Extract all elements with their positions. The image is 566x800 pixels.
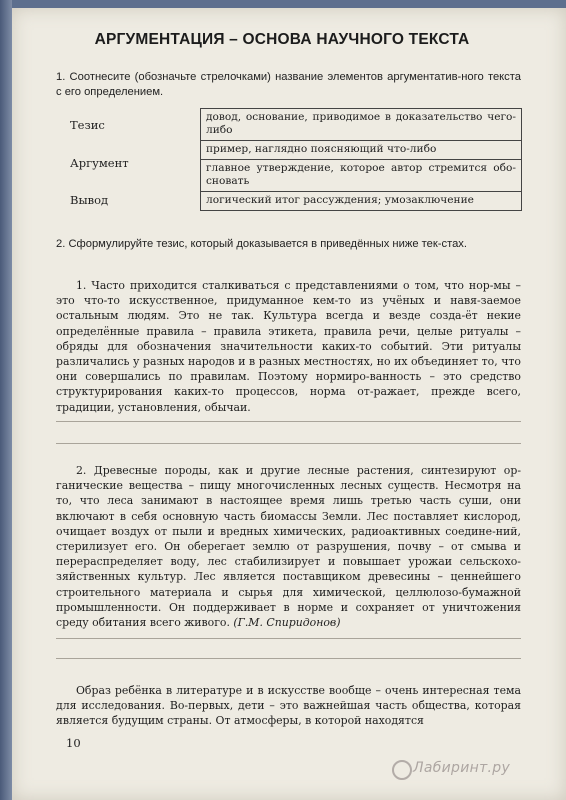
- term-conclusion: Вывод: [70, 193, 109, 207]
- page-number: 10: [66, 736, 81, 750]
- book-spine-edge: [0, 0, 12, 800]
- term-thesis: Тезис: [70, 118, 105, 132]
- definition-cell: пример, наглядно поясняющий что-либо: [201, 141, 521, 160]
- text-2-body: 2. Древесные породы, как и другие лесные растения, синтезируют ор-ганические вещества – пищу многочисленных лесных существ. Несмотря на то, что леса занимают в настоящее время лишь третью часть суши, они включают в себя основную часть биомассы Земли. Лес поставляет кислород, очищает воздух от пыли и вредных химических, радиоактивных соедине-ний, стерилизует его. Он оберегает землю от разрушения, почву – от смыва и перераспределяет воду, лес стабилизирует и повышает урожаи сельскохо-зяйственных культур. Лес является поставщиком древесины – ценнейшего строительного материала и сырья для химической, целлюлозо-бумажной промышленности. Он поддерживает в норме и сохраняет от уничтожения среду обитания всего живого.: [56, 464, 521, 630]
- definition-cell: довод, основание, приводимое в доказательство чего-либо: [201, 109, 521, 141]
- text-2-paragraph: [56, 463, 521, 630]
- definition-cell: главное утверждение, которое автор стремится обо-сновать: [201, 160, 521, 192]
- page-title: АРГУМЕНТАЦИЯ – ОСНОВА НАУЧНОГО ТЕКСТА: [94, 31, 470, 48]
- term-argument: Аргумент: [70, 156, 129, 170]
- answer-line: [56, 421, 521, 422]
- watermark-text: Лабиринт.ру: [413, 760, 511, 776]
- text-2-author: (Г.М. Спиридонов): [233, 616, 341, 630]
- text-1-paragraph: 1. Часто приходится сталкиваться с представлениями о том, что нор-мы – это что-то искусственное, придуманное кем-то из учёных и навя-заемое остальным людям. Это не так. Культура всегда и везде созда-ёт некие определённые правила – правила этикета, правила речи, целые ритуалы – обряды для обозначения значительности каких-то событий. Эти ритуалы различались у разных народов и в разных местностях, но их объединяет то, что они совершались по правилам. Поэтому нормиро-ванность – это средство структурирования каких-то процессов, норма от-ражает, прежде всего, традиции, установления, обычаи.: [56, 279, 521, 414]
- text-3-paragraph: Образ ребёнка в литературе и в искусстве вообще – очень интересная тема для исследования. Во-первых, дети – это важнейшая часть общества, которая является будущим страны. От атмосферы, в которой находятся: [56, 684, 521, 728]
- answer-line: [56, 638, 521, 639]
- definitions-table: [200, 108, 522, 211]
- task-2-instruction: 2. Сформулируйте тезис, который доказывается в приведённых ниже тек-стах.: [56, 238, 468, 250]
- answer-line: [56, 443, 521, 444]
- labirint-logo-icon: [392, 760, 412, 780]
- definition-cell: логический итог рассуждения; умозаключение: [206, 194, 474, 206]
- task-1-instruction: 1. Соотнесите (обозначьте стрелочками) название элементов аргументатив-ного текста с его определением.: [56, 71, 521, 98]
- answer-line: [56, 658, 521, 659]
